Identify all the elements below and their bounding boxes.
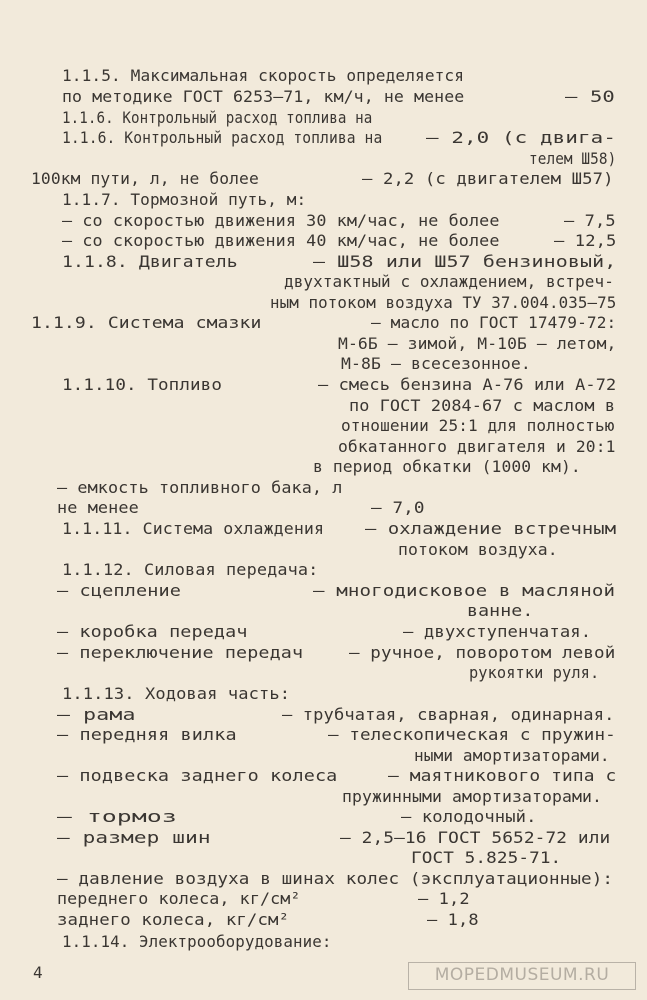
text-line: — 1,2 (418, 889, 470, 908)
text-line: — 1,8 (427, 910, 479, 929)
text-line: в период обкатки (1000 км). (313, 457, 581, 476)
text-line: рукоятки руля. (469, 663, 600, 682)
text-line: — многодисковое в масляной (313, 581, 616, 600)
text-line: — 2,5—16 ГОСТ 5652-72 или (340, 828, 611, 847)
text-line: 1.1.6. Контрольный расход топлива на (62, 108, 373, 127)
text-line: — телескопическая с пружин- (328, 725, 616, 744)
text-line: ванне. (467, 601, 534, 620)
text-line: — тормоз (57, 807, 177, 826)
text-line: телем Ш58) (529, 149, 617, 168)
text-line: — коробка передач (57, 622, 248, 641)
text-line: — рама (57, 705, 136, 724)
text-line: — двухступенчатая. (403, 622, 592, 641)
text-line: 1.1.5. Максимальная скорость определяется (62, 66, 465, 85)
text-line: не менее (57, 498, 139, 517)
text-line: — 2,2 (с двигателем Ш57) (362, 169, 614, 188)
text-line: — охлаждение встречным (365, 519, 617, 538)
text-line: — 50 (565, 87, 615, 106)
text-line: — подвеска заднего колеса (57, 766, 338, 785)
text-line: переднего колеса, кг/см² (57, 889, 301, 908)
text-line: — давление воздуха в шинах колес (эксплуатационные): (57, 869, 614, 888)
text-line: — со скоростью движения 30 км/час, не более (62, 211, 500, 230)
text-line: М-6Б — зимой, М-10Б — летом, (338, 334, 617, 353)
text-line: — емкость топливного бака, л (57, 478, 343, 497)
text-line: по методике ГОСТ 6253—71, км/ч, не менее (62, 87, 465, 106)
text-line: заднего колеса, кг/см² (57, 910, 290, 929)
text-line: 100км пути, л, не более (31, 169, 259, 188)
text-line: М-8Б — всесезонное. (341, 354, 531, 373)
text-line: ГОСТ 5.825-71. (411, 848, 562, 867)
page-number: 4 (33, 963, 43, 982)
text-line: — Ш58 или Ш57 бензиновый, (313, 252, 617, 271)
text-line: обкатанного двигателя и 20:1 (338, 437, 616, 456)
text-line: — маятникового типа с (388, 766, 617, 785)
text-line: — 12,5 (554, 231, 617, 250)
text-line: пружинными амортизаторами. (342, 787, 603, 806)
text-line: ным потоком воздуха ТУ 37.004.035—75 (270, 293, 617, 312)
text-line: — со скоростью движения 40 км/час, не более (62, 231, 500, 250)
text-line: — масло по ГОСТ 17479-72: (371, 313, 617, 332)
text-line: 1.1.13. Ходовая часть: (62, 684, 291, 703)
text-line: — колодочный. (401, 807, 537, 826)
text-line: 1.1.14. Электрооборудование: (62, 932, 332, 951)
text-line: — 2,0 (с двига- (426, 128, 616, 147)
text-line: — сцепление (57, 581, 182, 600)
text-line: 1.1.12. Силовая передача: (62, 560, 319, 579)
text-line: отношении 25:1 для полностью (341, 416, 615, 435)
text-line: — переключение передач (57, 643, 304, 662)
text-line: — трубчатая, сварная, одинарная. (282, 705, 615, 724)
text-line: 1.1.11. Система охлаждения (62, 519, 325, 538)
text-line: 1.1.7. Тормозной путь, м: (62, 190, 307, 209)
text-line: 1.1.10. Топливо (62, 375, 222, 394)
text-line: ными амортизаторами. (414, 746, 610, 765)
text-line: — 7,5 (564, 211, 616, 230)
text-line: 1.1.6. Контрольный расход топлива на (62, 128, 383, 147)
watermark: MOPEDMUSEUM.RU (408, 962, 636, 990)
text-line: — смесь бензина А-76 или А-72 (318, 375, 617, 394)
text-line: — размер шин (57, 828, 211, 847)
text-line: 1.1.9. Система смазки (31, 313, 262, 332)
text-line: двухтактный с охлаждением, встреч- (284, 272, 614, 291)
text-line: потоком воздуха. (398, 540, 558, 559)
text-line: по ГОСТ 2084-67 с маслом в (349, 396, 616, 415)
text-line: — ручное, поворотом левой (349, 643, 616, 662)
text-line: 1.1.8. Двигатель (62, 252, 238, 271)
text-line: — 7,0 (371, 498, 425, 517)
text-line: — передняя вилка (57, 725, 237, 744)
